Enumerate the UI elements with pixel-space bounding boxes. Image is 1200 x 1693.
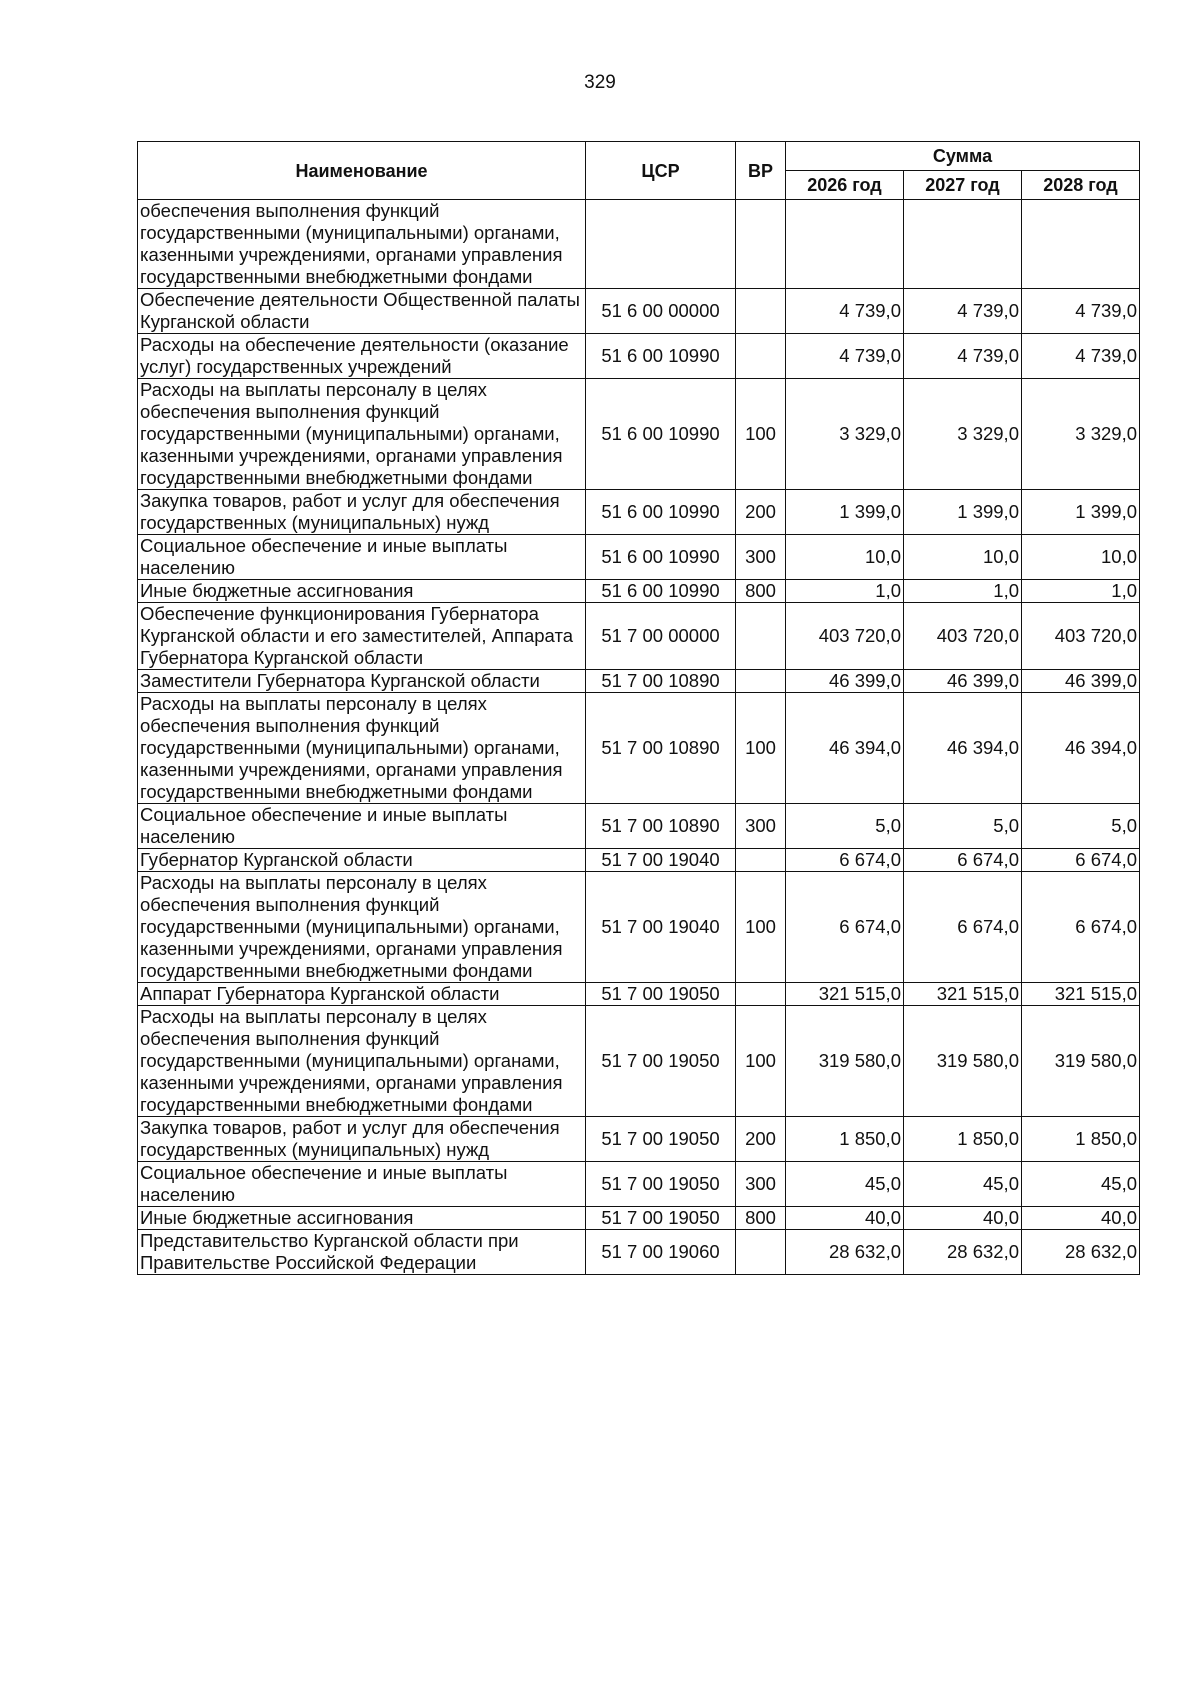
row-name: Социальное обеспечение и иные выплаты населению — [138, 535, 586, 580]
row-csr: 51 7 00 00000 — [586, 603, 736, 670]
row-sum-2028: 319 580,0 — [1022, 1006, 1140, 1117]
row-vr — [736, 849, 786, 872]
row-csr: 51 6 00 10990 — [586, 580, 736, 603]
row-csr: 51 6 00 00000 — [586, 289, 736, 334]
row-vr: 100 — [736, 693, 786, 804]
row-sum-2027 — [904, 200, 1022, 289]
row-sum-2028: 1 850,0 — [1022, 1117, 1140, 1162]
row-sum-2027: 3 329,0 — [904, 379, 1022, 490]
row-name: Социальное обеспечение и иные выплаты населению — [138, 1162, 586, 1207]
table-row — [138, 670, 1140, 693]
row-sum-2027: 319 580,0 — [904, 1006, 1022, 1117]
row-sum-2026: 10,0 — [786, 535, 904, 580]
row-sum-2028: 1,0 — [1022, 580, 1140, 603]
row-csr: 51 7 00 10890 — [586, 670, 736, 693]
row-vr: 300 — [736, 535, 786, 580]
row-sum-2028: 3 329,0 — [1022, 379, 1140, 490]
row-sum-2027: 4 739,0 — [904, 334, 1022, 379]
row-sum-2026: 40,0 — [786, 1207, 904, 1230]
row-name: Расходы на выплаты персоналу в целях обеспечения выполнения функций государственными (муниципальными) органами, казенными учреждениями, органами управления государственными внебюджетными фондами — [138, 872, 586, 983]
row-vr: 800 — [736, 1207, 786, 1230]
row-sum-2028: 40,0 — [1022, 1207, 1140, 1230]
row-sum-2026: 4 739,0 — [786, 334, 904, 379]
row-sum-2026: 46 394,0 — [786, 693, 904, 804]
row-sum-2028: 1 399,0 — [1022, 490, 1140, 535]
row-csr: 51 7 00 19050 — [586, 1006, 736, 1117]
row-name: Расходы на выплаты персоналу в целях обеспечения выполнения функций государственными (муниципальными) органами, казенными учреждениями, органами управления государственными внебюджетными фондами — [138, 693, 586, 804]
table-row — [138, 603, 1140, 670]
row-sum-2027: 10,0 — [904, 535, 1022, 580]
row-sum-2026 — [786, 200, 904, 289]
table-row — [138, 849, 1140, 872]
row-sum-2026: 6 674,0 — [786, 872, 904, 983]
row-csr: 51 7 00 10890 — [586, 804, 736, 849]
row-csr: 51 7 00 19050 — [586, 983, 736, 1006]
table-row — [138, 693, 1140, 804]
row-vr: 200 — [736, 490, 786, 535]
row-vr: 100 — [736, 379, 786, 490]
row-sum-2026: 403 720,0 — [786, 603, 904, 670]
table-row — [138, 983, 1140, 1006]
row-name: Обеспечение деятельности Общественной палаты Курганской области — [138, 289, 586, 334]
row-vr: 800 — [736, 580, 786, 603]
row-name: Социальное обеспечение и иные выплаты населению — [138, 804, 586, 849]
row-sum-2026: 319 580,0 — [786, 1006, 904, 1117]
row-sum-2028: 4 739,0 — [1022, 334, 1140, 379]
row-csr: 51 7 00 19060 — [586, 1230, 736, 1275]
row-sum-2028: 10,0 — [1022, 535, 1140, 580]
row-name: Обеспечение функционирования Губернатора Курганской области и его заместителей, Аппарата Губернатора Курганской области — [138, 603, 586, 670]
row-name: Закупка товаров, работ и услуг для обеспечения государственных (муниципальных) нужд — [138, 490, 586, 535]
table-row — [138, 1230, 1140, 1275]
row-sum-2027: 403 720,0 — [904, 603, 1022, 670]
row-sum-2026: 1,0 — [786, 580, 904, 603]
row-vr: 100 — [736, 872, 786, 983]
row-sum-2026: 46 399,0 — [786, 670, 904, 693]
row-name: Расходы на выплаты персоналу в целях обеспечения выполнения функций государственными (муниципальными) органами, казенными учреждениями, органами управления государственными внебюджетными фондами — [138, 1006, 586, 1117]
row-sum-2027: 46 394,0 — [904, 693, 1022, 804]
table-row — [138, 1006, 1140, 1117]
row-vr: 200 — [736, 1117, 786, 1162]
row-vr: 300 — [736, 804, 786, 849]
row-sum-2026: 6 674,0 — [786, 849, 904, 872]
table-row — [138, 580, 1140, 603]
row-sum-2028: 6 674,0 — [1022, 872, 1140, 983]
row-csr: 51 6 00 10990 — [586, 535, 736, 580]
table-body — [138, 200, 1140, 1275]
table-row — [138, 289, 1140, 334]
row-sum-2028: 28 632,0 — [1022, 1230, 1140, 1275]
row-csr: 51 7 00 19040 — [586, 849, 736, 872]
row-vr — [736, 334, 786, 379]
row-sum-2027: 28 632,0 — [904, 1230, 1022, 1275]
row-vr: 300 — [736, 1162, 786, 1207]
row-sum-2028: 46 394,0 — [1022, 693, 1140, 804]
row-vr — [736, 670, 786, 693]
row-vr — [736, 983, 786, 1006]
row-name: Расходы на выплаты персоналу в целях обеспечения выполнения функций государственными (муниципальными) органами, казенными учреждениями, органами управления государственными внебюджетными фондами — [138, 379, 586, 490]
table-row — [138, 1162, 1140, 1207]
row-sum-2026: 4 739,0 — [786, 289, 904, 334]
table-row — [138, 872, 1140, 983]
row-sum-2027: 5,0 — [904, 804, 1022, 849]
header-sum: Сумма — [786, 142, 1140, 171]
row-csr: 51 7 00 19050 — [586, 1207, 736, 1230]
row-sum-2027: 6 674,0 — [904, 849, 1022, 872]
row-vr — [736, 1230, 786, 1275]
table-row — [138, 334, 1140, 379]
row-name: Иные бюджетные ассигнования — [138, 1207, 586, 1230]
table-row — [138, 1117, 1140, 1162]
row-csr: 51 7 00 10890 — [586, 693, 736, 804]
row-sum-2028: 45,0 — [1022, 1162, 1140, 1207]
row-sum-2028: 321 515,0 — [1022, 983, 1140, 1006]
table-row — [138, 804, 1140, 849]
row-name: Представительство Курганской области при Правительстве Российской Федерации — [138, 1230, 586, 1275]
row-name: Аппарат Губернатора Курганской области — [138, 983, 586, 1006]
table-row — [138, 1207, 1140, 1230]
row-sum-2027: 46 399,0 — [904, 670, 1022, 693]
row-sum-2027: 1,0 — [904, 580, 1022, 603]
row-sum-2026: 45,0 — [786, 1162, 904, 1207]
row-sum-2027: 40,0 — [904, 1207, 1022, 1230]
row-vr: 100 — [736, 1006, 786, 1117]
row-sum-2027: 1 850,0 — [904, 1117, 1022, 1162]
row-sum-2026: 5,0 — [786, 804, 904, 849]
header-name: Наименование — [138, 142, 586, 200]
header-year-2026: 2026 год — [786, 171, 904, 200]
row-csr: 51 6 00 10990 — [586, 379, 736, 490]
row-sum-2027: 1 399,0 — [904, 490, 1022, 535]
row-sum-2027: 4 739,0 — [904, 289, 1022, 334]
row-csr — [586, 200, 736, 289]
row-name: обеспечения выполнения функций государственными (муниципальными) органами, казенными учреждениями, органами управления государственными внебюджетными фондами — [138, 200, 586, 289]
row-name: Иные бюджетные ассигнования — [138, 580, 586, 603]
table-row — [138, 490, 1140, 535]
row-sum-2027: 321 515,0 — [904, 983, 1022, 1006]
table-row — [138, 535, 1140, 580]
row-csr: 51 6 00 10990 — [586, 334, 736, 379]
row-csr: 51 7 00 19040 — [586, 872, 736, 983]
row-sum-2026: 3 329,0 — [786, 379, 904, 490]
row-sum-2028: 403 720,0 — [1022, 603, 1140, 670]
row-name: Губернатор Курганской области — [138, 849, 586, 872]
budget-table — [137, 141, 1140, 1275]
table-row — [138, 379, 1140, 490]
row-name: Заместители Губернатора Курганской области — [138, 670, 586, 693]
row-vr — [736, 603, 786, 670]
row-sum-2026: 321 515,0 — [786, 983, 904, 1006]
page-number: 329 — [584, 72, 616, 93]
row-vr — [736, 289, 786, 334]
row-sum-2026: 28 632,0 — [786, 1230, 904, 1275]
row-csr: 51 6 00 10990 — [586, 490, 736, 535]
header-vr: ВР — [736, 142, 786, 200]
row-sum-2028: 46 399,0 — [1022, 670, 1140, 693]
row-sum-2028: 5,0 — [1022, 804, 1140, 849]
row-sum-2027: 6 674,0 — [904, 872, 1022, 983]
row-sum-2026: 1 850,0 — [786, 1117, 904, 1162]
row-sum-2028: 4 739,0 — [1022, 289, 1140, 334]
row-csr: 51 7 00 19050 — [586, 1117, 736, 1162]
header-csr: ЦСР — [586, 142, 736, 200]
row-sum-2028: 6 674,0 — [1022, 849, 1140, 872]
row-csr: 51 7 00 19050 — [586, 1162, 736, 1207]
header-year-2028: 2028 год — [1022, 171, 1140, 200]
row-name: Расходы на обеспечение деятельности (оказание услуг) государственных учреждений — [138, 334, 586, 379]
row-sum-2027: 45,0 — [904, 1162, 1022, 1207]
row-sum-2026: 1 399,0 — [786, 490, 904, 535]
row-name: Закупка товаров, работ и услуг для обеспечения государственных (муниципальных) нужд — [138, 1117, 586, 1162]
header-year-2027: 2027 год — [904, 171, 1022, 200]
table-row — [138, 200, 1140, 289]
row-vr — [736, 200, 786, 289]
row-sum-2028 — [1022, 200, 1140, 289]
